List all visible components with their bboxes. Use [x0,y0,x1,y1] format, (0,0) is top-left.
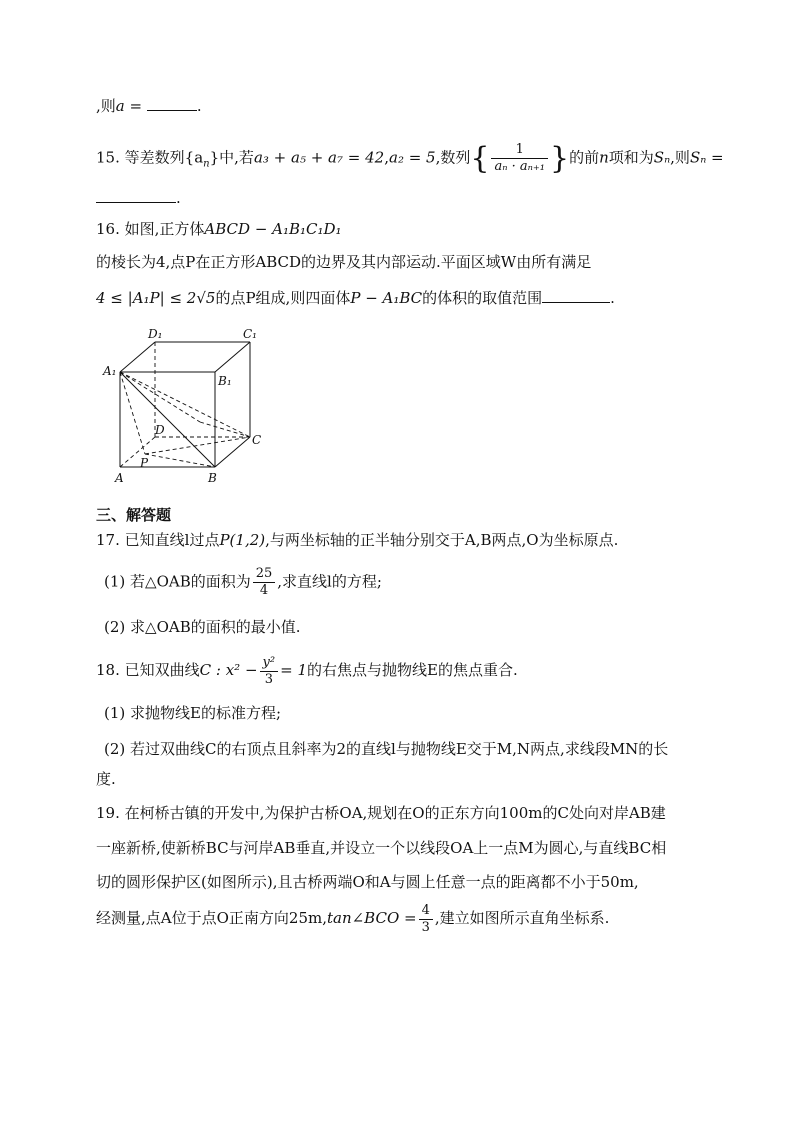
q19-number: 19. [96,804,120,822]
edge-ad [120,437,155,467]
segment-interior-c [200,422,250,437]
edge-b1c1 [215,342,250,372]
q18-part-1: (1) 求抛物线E的标准方程; [104,704,282,722]
q17-number: 17. [96,531,120,549]
q16-line-3: 4 ≤ |A₁P| ≤ 2√5的点P组成,则四面体P − A₁BC的体积的取值范围 . [96,289,615,307]
label-p: P [140,456,149,470]
q19-line-2: 一座新桥,使新桥BC与河岸AB垂直,并设立一个以线段OA上一点M为圆心,与直线BC相 [96,839,667,857]
label-a1: A₁ [103,364,117,378]
cube-figure [100,322,280,492]
q16-line-1: 16. 如图,正方体ABCD − A₁B₁C₁D₁ [96,220,342,238]
label-d: D [155,423,165,437]
q15-line: 15. 等差数列$\{a_n\}$中,若a₃ + a₅ + a₇ = 42,a₂ = 5,数列{ $\frac{1}{\text{aₙ · aₙ₊₁}}$ }的前n项和为Sₙ,则Sₙ = [96,140,724,176]
q15-answer-blank[interactable] [96,188,176,203]
segment-a1-interior [120,372,200,422]
q18-part-2: (2) 若过双曲线C的右顶点且斜率为2的直线l与抛物线E交于M,N两点,求线段MN的长 [104,740,669,758]
q19-tan-fraction: $\frac{4}{3}$ [419,903,433,936]
label-a: A [115,471,124,485]
q17-area-fraction: $\frac{25}{4}$ [253,566,276,599]
q17-part-1: (1) 若△OAB的面积为 $\frac{25}{4}$ ,求直线l的方程; [104,566,382,598]
label-c1: C₁ [243,327,257,341]
q16-tetrahedron: P − A₁BC [350,289,423,307]
label-d1: D₁ [148,327,163,341]
q15-fraction: $\frac{1}{\text{aₙ · aₙ₊₁}}$ [491,142,548,175]
label-c: C [252,433,262,447]
q19-line-3: 切的圆形保护区(如图所示),且古桥两端O和A与圆上任意一点的距离都不小于50m, [96,873,639,891]
label-b: B [208,471,217,485]
q15-equation-1: a₃ + a₅ + a₇ = 42 [253,148,385,167]
q18-number: 18. [96,661,120,679]
edge-a1d1 [120,342,155,372]
q16-cube-name: ABCD − A₁B₁C₁D₁ [204,220,342,238]
q16-line-2: 的棱长为4,点P在正方形ABCD的边界及其内部运动.平面区域W由所有满足 [96,253,592,271]
edge-bc [215,437,250,467]
q15-equation-2: a₂ = 5 [389,148,436,167]
q18-stem: 18. 已知双曲线C : x² − $\frac{\text{y²}}{3}$ = 1的右焦点与抛物线E的焦点重合. [96,654,518,687]
q18-fraction: $\frac{\text{y²}}{3}$ [260,655,279,688]
q19-line-1: 19. 在柯桥古镇的开发中,为保护古桥OA,规划在O的正东方向100m的C处向对岸AB建 [96,804,666,822]
q14-var: a [115,97,125,115]
q16-inequality: 4 ≤ |A₁P| ≤ 2√5 [96,289,216,307]
q19-line-4: 经测量,点A位于点O正南方向25m,tan∠BCO = $\frac{4}{3}$ ,建立如图所示直角坐标系. [96,902,610,935]
q15-answer-line: . [96,188,698,208]
q14-tail-line: ,则a = . [96,97,202,115]
segment-pc [145,437,250,454]
q15-number: 15. [96,148,120,167]
q17-part-2: (2) 求△OAB的面积的最小值. [104,618,301,636]
q14-answer-blank[interactable] [147,96,197,111]
label-b1: B₁ [218,374,232,388]
q18-part-2-cont: 度. [96,770,116,788]
q16-number: 16. [96,220,120,238]
q16-answer-blank[interactable] [542,288,610,303]
q14-text: ,则 [96,97,116,115]
q17-stem: 17. 已知直线l过点P(1,2),与两坐标轴的正半轴分别交于A,B两点,O为坐标原点. [96,531,619,549]
section-3-title: 三、解答题 [96,506,172,524]
